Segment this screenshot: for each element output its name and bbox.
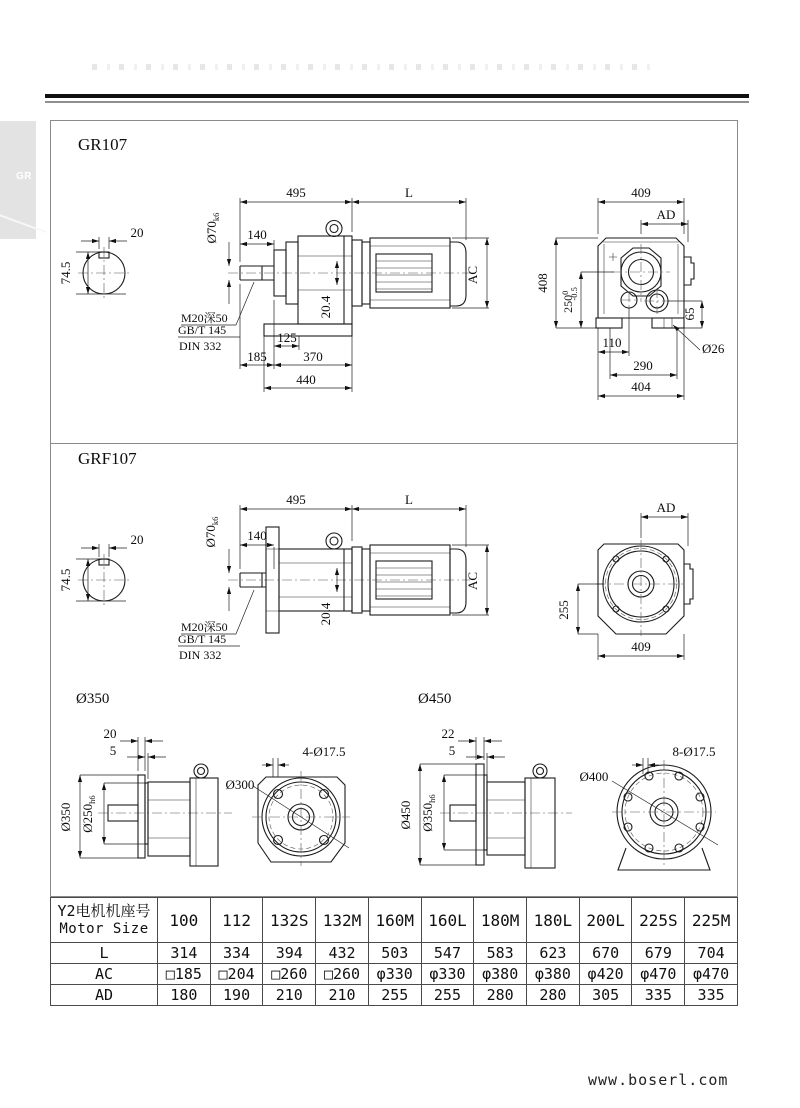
cell-AC-160L: φ330	[421, 964, 474, 985]
website-url: www.boserl.com	[588, 1071, 729, 1089]
column-header-100: 100	[158, 898, 211, 943]
grf107-rear-view	[596, 540, 693, 636]
cell-L-160M: 503	[368, 943, 421, 964]
dim-290: 290	[633, 358, 653, 373]
column-header-225S: 225S	[632, 898, 685, 943]
dim-185: 185	[247, 349, 267, 364]
f450-front-view	[580, 744, 718, 870]
dim-404: 404	[631, 379, 651, 394]
dim-495: 495	[286, 492, 306, 507]
dim-495: 495	[286, 185, 306, 200]
dim-bolt-circle: Ø400	[579, 769, 609, 784]
f350-side-view	[58, 726, 232, 866]
dim-hole-26: Ø26	[702, 341, 725, 356]
dim-370: 370	[303, 349, 323, 364]
gr107-shaft-section-view	[58, 225, 144, 299]
dim-L: L	[405, 492, 413, 507]
dim-L: L	[405, 185, 413, 200]
column-header-132M: 132M	[316, 898, 369, 943]
note-thread: M20深50	[181, 620, 228, 634]
dim-spigot-dia: $Ø350_{h6}$	[420, 794, 437, 832]
note-din: DIN 332	[179, 648, 222, 662]
column-header-112: 112	[210, 898, 263, 943]
dim-440: 440	[296, 372, 316, 387]
technical-drawings	[50, 120, 738, 897]
cell-AD-180M: 280	[474, 985, 527, 1006]
column-header-132S: 132S	[263, 898, 316, 943]
f350-title: Ø350	[76, 691, 110, 707]
cell-AC-200L: φ420	[579, 964, 632, 985]
cell-AD-132M: 210	[316, 985, 369, 1006]
column-header-160M: 160M	[368, 898, 421, 943]
dim-408: 408	[535, 273, 550, 293]
row-label-AD: AD	[51, 985, 158, 1006]
dim-250-tol: $250^0-0.5$	[560, 287, 579, 313]
cell-AD-160M: 255	[368, 985, 421, 1006]
dim-bolt-holes: 8-Ø17.5	[672, 744, 716, 759]
dim-140: 140	[247, 227, 267, 242]
dim-key-width: 20	[130, 532, 144, 547]
cell-L-200L: 670	[579, 943, 632, 964]
grf107-shaft-section-view	[58, 532, 144, 606]
dim-flange-dia: Ø350	[58, 802, 73, 832]
faint-header-marks	[92, 64, 652, 70]
dim-bolt-holes: 4-Ø17.5	[302, 744, 346, 759]
dim-spigot-dia: $Ø250_{h6}$	[80, 795, 97, 833]
cell-AC-132M: □260	[316, 964, 369, 985]
table-row-AD	[51, 985, 738, 1006]
column-header-200L: 200L	[579, 898, 632, 943]
dim-flange-dia: Ø450	[398, 800, 413, 830]
cell-AD-112: 190	[210, 985, 263, 1006]
column-header-180L: 180L	[527, 898, 580, 943]
cell-AC-132S: □260	[263, 964, 316, 985]
cell-AD-225M: 335	[685, 985, 738, 1006]
grf107-rear-dimensions	[556, 500, 688, 660]
note-din: DIN 332	[179, 339, 222, 353]
cell-AC-225S: φ470	[632, 964, 685, 985]
table-row-L	[51, 943, 738, 964]
f350-front-view	[226, 744, 350, 866]
cell-L-100: 314	[158, 943, 211, 964]
cell-L-160L: 547	[421, 943, 474, 964]
row-label-L: L	[51, 943, 158, 964]
gr107-side-dimensions	[178, 185, 489, 392]
dim-bolt-circle: Ø300	[225, 777, 255, 792]
cell-L-180M: 583	[474, 943, 527, 964]
cell-L-132M: 432	[316, 943, 369, 964]
cell-L-225M: 704	[685, 943, 738, 964]
note-gbt: GB/T 145	[178, 632, 227, 646]
dim-AC: AC	[465, 265, 480, 285]
dim-20-4: 20.4	[318, 602, 333, 626]
dim-spigot-height: 5	[109, 743, 117, 758]
dim-140: 140	[247, 528, 267, 543]
header-cn: Y2电机机座号	[57, 901, 151, 920]
note-gbt: GB/T 145	[178, 323, 227, 337]
cell-AC-112: □204	[210, 964, 263, 985]
dim-flange-thick: 22	[441, 726, 455, 741]
dim-shaft-dia: $Ø70_{k6}$	[204, 212, 221, 244]
grf107-side-dimensions	[178, 492, 489, 662]
column-header-180M: 180M	[474, 898, 527, 943]
dim-409: 409	[631, 185, 651, 200]
dim-key-height: 74.5	[58, 261, 73, 285]
dim-AC: AC	[465, 571, 480, 591]
cell-AC-225M: φ470	[685, 964, 738, 985]
column-header-225M: 225M	[685, 898, 738, 943]
cell-AD-180L: 280	[527, 985, 580, 1006]
dim-shaft-dia: $Ø70_{k6}$	[203, 516, 220, 548]
header-rule-thin	[45, 101, 749, 103]
dim-110: 110	[602, 335, 622, 350]
dim-key-width: 20	[130, 225, 144, 240]
cell-L-225S: 679	[632, 943, 685, 964]
dim-20-4: 20.4	[318, 295, 333, 319]
table-row-AC	[51, 964, 738, 985]
cell-AD-200L: 305	[579, 985, 632, 1006]
cell-AD-100: 180	[158, 985, 211, 1006]
dim-255: 255	[556, 600, 571, 620]
dim-key-height: 74.5	[58, 568, 73, 592]
dim-409: 409	[631, 639, 651, 654]
note-thread: M20深50	[181, 311, 228, 325]
cell-L-112: 334	[210, 943, 263, 964]
table-header-row	[51, 898, 738, 943]
dim-65: 65	[682, 307, 697, 321]
cell-AD-132S: 210	[263, 985, 316, 1006]
cell-AD-160L: 255	[421, 985, 474, 1006]
cell-AC-180L: φ380	[527, 964, 580, 985]
cell-AC-180M: φ380	[474, 964, 527, 985]
dim-125: 125	[277, 330, 297, 345]
table-header-motor-size	[51, 898, 158, 943]
column-header-160L: 160L	[421, 898, 474, 943]
cell-AD-225S: 335	[632, 985, 685, 1006]
gr107-title: GR107	[78, 135, 128, 154]
f450-side-view	[398, 726, 572, 868]
header-en: Motor Size	[59, 920, 149, 937]
cell-AC-100: □185	[158, 964, 211, 985]
header-rule	[45, 94, 749, 98]
dim-spigot-height: 5	[448, 743, 456, 758]
cell-L-180L: 623	[527, 943, 580, 964]
row-label-AC: AC	[51, 964, 158, 985]
side-tab-gr	[0, 121, 36, 239]
cell-L-132S: 394	[263, 943, 316, 964]
dim-AD: AD	[656, 500, 676, 515]
dim-flange-thick: 20	[103, 726, 117, 741]
side-tab-label: GR	[16, 171, 32, 182]
gr107-rear-view	[596, 238, 694, 328]
f450-title: Ø450	[418, 691, 452, 707]
dim-AD: AD	[656, 207, 676, 222]
motor-size-table	[50, 897, 738, 1006]
cell-AC-160M: φ330	[368, 964, 421, 985]
grf107-title: GRF107	[78, 449, 137, 468]
